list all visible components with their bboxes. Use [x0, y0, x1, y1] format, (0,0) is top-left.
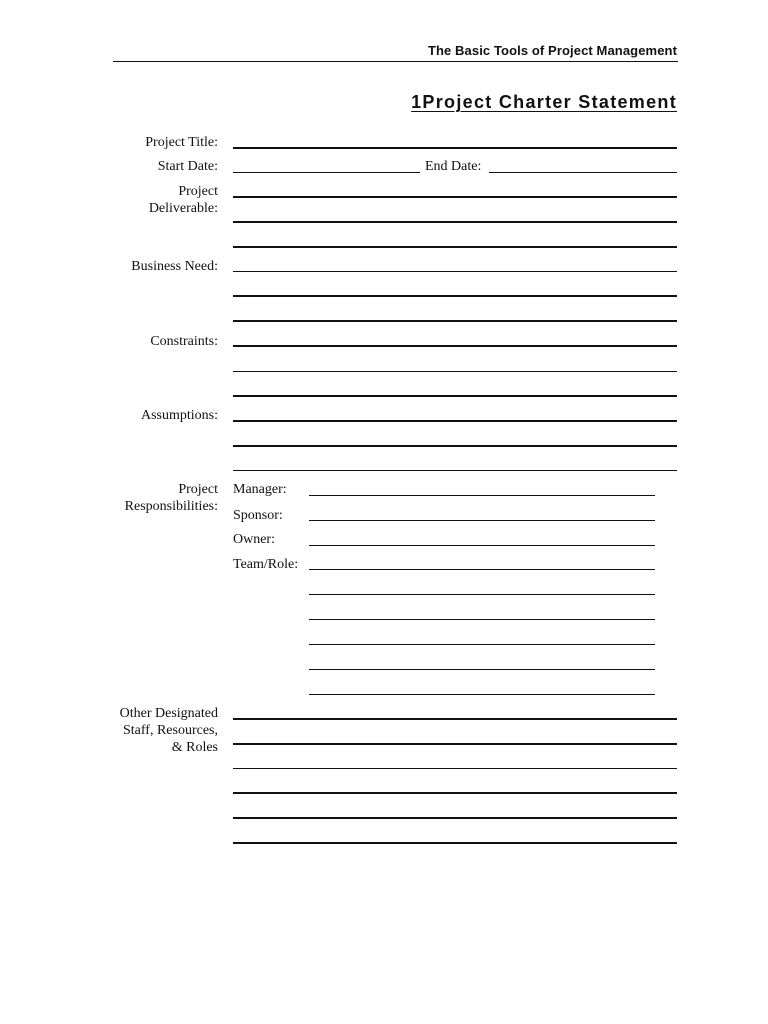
- other-staff-field-line-3[interactable]: [233, 768, 677, 769]
- running-header: The Basic Tools of Project Management: [427, 43, 677, 58]
- project-title-label: Project Title:: [145, 135, 218, 150]
- sponsor-field[interactable]: [309, 520, 655, 521]
- other-staff-label-line1: Other Designated: [119, 706, 218, 721]
- assumptions-field-line-3[interactable]: [233, 470, 677, 471]
- business-need-field-line-3[interactable]: [233, 320, 677, 322]
- header-rule: [113, 61, 678, 62]
- constraints-field-line-3[interactable]: [233, 395, 677, 397]
- sponsor-label: Sponsor:: [233, 508, 283, 523]
- other-staff-field-line-5[interactable]: [233, 817, 677, 819]
- owner-field[interactable]: [309, 545, 655, 546]
- end-date-field[interactable]: [489, 172, 677, 173]
- constraints-label: Constraints:: [150, 334, 218, 349]
- deliverable-field-line-2[interactable]: [233, 221, 677, 223]
- assumptions-label: Assumptions:: [140, 408, 218, 423]
- manager-label: Manager:: [233, 482, 287, 497]
- team-role-label: Team/Role:: [233, 557, 299, 572]
- deliverable-field-line-1[interactable]: [233, 196, 677, 198]
- owner-label: Owner:: [233, 532, 275, 547]
- deliverable-field-line-3[interactable]: [233, 246, 677, 248]
- end-date-label: End Date:: [425, 159, 482, 174]
- constraints-field-line-2[interactable]: [233, 371, 677, 372]
- team-role-field-line-6[interactable]: [309, 694, 655, 695]
- constraints-field-line-1[interactable]: [233, 345, 677, 347]
- page-title: 1Project Charter Statement: [411, 92, 677, 112]
- deliverable-label-line2: Deliverable:: [148, 201, 218, 216]
- team-role-field-line-4[interactable]: [309, 644, 655, 645]
- manager-field[interactable]: [309, 495, 655, 496]
- assumptions-field-line-1[interactable]: [233, 420, 677, 422]
- other-staff-label-line3: & Roles: [171, 740, 218, 755]
- team-role-field-line-5[interactable]: [309, 669, 655, 670]
- project-title-field[interactable]: [233, 147, 677, 149]
- business-need-label: Business Need:: [131, 259, 218, 274]
- start-date-field[interactable]: [233, 172, 420, 173]
- other-staff-label-line2: Staff, Resources,: [123, 723, 218, 738]
- team-role-field-line-3[interactable]: [309, 619, 655, 620]
- responsibilities-label-line2: Responsibilities:: [124, 499, 218, 514]
- business-need-field-line-1[interactable]: [233, 271, 677, 272]
- team-role-field-line-1[interactable]: [309, 569, 655, 570]
- team-role-field-line-2[interactable]: [309, 594, 655, 595]
- other-staff-field-line-6[interactable]: [233, 842, 677, 844]
- start-date-label: Start Date:: [157, 159, 218, 174]
- business-need-field-line-2[interactable]: [233, 295, 677, 297]
- other-staff-field-line-1[interactable]: [233, 718, 677, 720]
- other-staff-field-line-2[interactable]: [233, 743, 677, 745]
- responsibilities-label-line1: Project: [178, 482, 218, 497]
- other-staff-field-line-4[interactable]: [233, 792, 677, 794]
- assumptions-field-line-2[interactable]: [233, 445, 677, 447]
- deliverable-label-line1: Project: [178, 184, 218, 199]
